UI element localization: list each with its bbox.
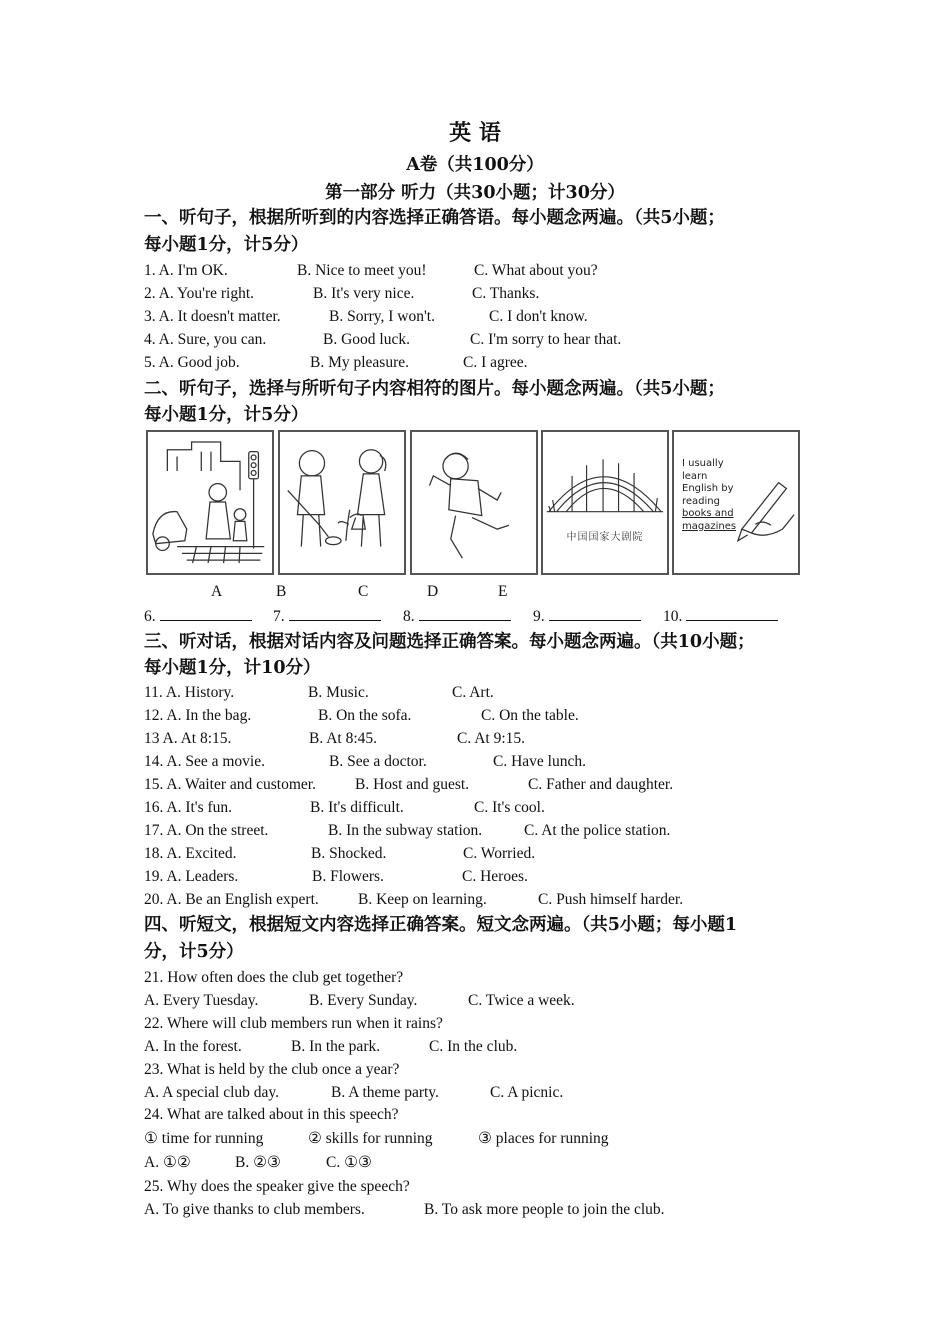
- q22-option-c: C. In the club.: [429, 1038, 518, 1055]
- section3-heading-cont: 每小题1分，计10分）: [144, 658, 321, 678]
- q23-option-b: B. A theme party.: [331, 1084, 439, 1101]
- q23-question: 23. What is held by the club once a year?: [144, 1061, 400, 1078]
- note-line-1: I usually: [682, 458, 724, 469]
- blank-line[interactable]: [549, 606, 641, 621]
- running-boy-picture: [410, 430, 538, 575]
- q12-option-c: C. On the table.: [481, 707, 579, 724]
- q4-option-b: B. Good luck.: [323, 331, 410, 348]
- q2-option-c: C. Thanks.: [472, 285, 540, 302]
- q14-option-b: B. See a doctor.: [329, 753, 427, 770]
- q13-option-c: C. At 9:15.: [457, 730, 526, 747]
- paper-subtitle: A卷（共100分）: [406, 155, 544, 175]
- q14-option-c: C. Have lunch.: [493, 753, 586, 770]
- part-heading: 第一部分 听力（共30小题；计30分）: [325, 183, 625, 203]
- q19-option-b: B. Flowers.: [312, 868, 384, 885]
- q3-option-c: C. I don't know.: [489, 308, 588, 325]
- q25-option-b: B. To ask more people to join the club.: [424, 1201, 665, 1218]
- q13-option-b: B. At 8:45.: [309, 730, 378, 747]
- q22-question: 22. Where will club members run when it rains?: [144, 1015, 443, 1032]
- q18-option-a: 18. A. Excited.: [144, 845, 237, 862]
- picture-label-d: D: [427, 583, 439, 600]
- q18-option-c: C. Worried.: [463, 845, 536, 862]
- q1-option-a: 1. A. I'm OK.: [144, 262, 228, 279]
- picture-label-a: A: [211, 583, 223, 600]
- q24-choice-1: ① time for running: [144, 1130, 264, 1147]
- q4-option-a: 4. A. Sure, you can.: [144, 331, 267, 348]
- theatre-caption: 中国国家大剧院: [566, 532, 644, 543]
- answer-blank-6[interactable]: [144, 606, 252, 627]
- blank-number: 10.: [663, 608, 683, 625]
- section1-heading: 一、听句子，根据所听到的内容选择正确答语。每小题念两遍。（共5小题；: [144, 208, 725, 228]
- q23-option-c: C. A picnic.: [490, 1084, 564, 1101]
- blank-number: 9.: [533, 608, 545, 625]
- q21-option-a: A. Every Tuesday.: [144, 992, 259, 1009]
- blank-line[interactable]: [419, 606, 511, 621]
- planting-tree-picture: [278, 430, 406, 575]
- q17-option-a: 17. A. On the street.: [144, 822, 269, 839]
- note-line-6: magazines: [682, 520, 737, 532]
- q1-option-b: B. Nice to meet you!: [297, 262, 427, 279]
- q17-option-b: B. In the subway station.: [328, 822, 483, 839]
- section3-heading: 三、听对话，根据对话内容及问题选择正确答案。每小题念两遍。（共10小题；: [144, 632, 755, 652]
- q24-option-b: B. ②③: [235, 1154, 281, 1171]
- blank-line[interactable]: [686, 606, 778, 621]
- q5-option-b: B. My pleasure.: [310, 354, 410, 371]
- note-line-3: English by: [682, 483, 734, 494]
- q17-option-c: C. At the police station.: [524, 822, 671, 839]
- q5-option-c: C. I agree.: [463, 354, 528, 371]
- q2-option-a: 2. A. You're right.: [144, 285, 255, 302]
- q22-option-b: B. In the park.: [291, 1038, 381, 1055]
- picture-label-e: E: [498, 583, 508, 600]
- q3-option-b: B. Sorry, I won't.: [329, 308, 435, 325]
- q20-option-c: C. Push himself harder.: [538, 891, 684, 908]
- section2-heading-cont: 每小题1分，计5分）: [144, 405, 309, 425]
- section4-heading-cont: 分，计5分）: [144, 942, 244, 962]
- blank-number: 7.: [273, 608, 285, 625]
- q21-option-c: C. Twice a week.: [468, 992, 575, 1009]
- q21-question: 21. How often does the club get together?: [144, 969, 404, 986]
- q2-option-b: B. It's very nice.: [313, 285, 415, 302]
- blank-line[interactable]: [289, 606, 381, 621]
- q24-choice-3: ③ places for running: [478, 1130, 609, 1147]
- note-line-2: learn: [682, 470, 708, 482]
- q11-option-c: C. Art.: [452, 684, 494, 701]
- q18-option-b: B. Shocked.: [311, 845, 387, 862]
- section2-heading: 二、听句子，选择与所听句子内容相符的图片。每小题念两遍。（共5小题；: [144, 379, 725, 399]
- q14-option-a: 14. A. See a movie.: [144, 753, 265, 770]
- q21-option-b: B. Every Sunday.: [309, 992, 418, 1009]
- q1-option-c: C. What about you?: [474, 262, 598, 279]
- q15-option-a: 15. A. Waiter and customer.: [144, 776, 316, 793]
- blank-number: 6.: [144, 608, 156, 625]
- q25-option-a: A. To give thanks to club members.: [144, 1201, 365, 1218]
- q16-option-a: 16. A. It's fun.: [144, 799, 233, 816]
- q12-option-a: 12. A. In the bag.: [144, 707, 252, 724]
- q13-option-a: 13 A. At 8:15.: [144, 730, 232, 747]
- q20-option-b: B. Keep on learning.: [358, 891, 487, 908]
- q24-option-c: C. ①③: [326, 1154, 372, 1171]
- q5-option-a: 5. A. Good job.: [144, 354, 240, 371]
- q11-option-a: 11. A. History.: [144, 684, 235, 701]
- q20-option-a: 20. A. Be an English expert.: [144, 891, 319, 908]
- page-title: 英 语: [449, 120, 501, 146]
- section4-heading: 四、听短文，根据短文内容选择正确答案。短文念两遍。（共5小题；每小题1: [144, 915, 738, 935]
- q19-option-a: 19. A. Leaders.: [144, 868, 239, 885]
- q19-option-c: C. Heroes.: [462, 868, 528, 885]
- q15-option-b: B. Host and guest.: [355, 776, 470, 793]
- q4-option-c: C. I'm sorry to hear that.: [470, 331, 622, 348]
- q15-option-c: C. Father and daughter.: [528, 776, 674, 793]
- answer-blank-9[interactable]: [533, 606, 641, 627]
- picture-label-c: C: [358, 583, 369, 600]
- q11-option-b: B. Music.: [308, 684, 369, 701]
- q24-question: 24. What are talked about in this speech?: [144, 1106, 399, 1123]
- national-theatre-picture: [541, 430, 669, 575]
- q24-option-a: A. ①②: [144, 1154, 191, 1171]
- q3-option-a: 3. A. It doesn't matter.: [144, 308, 281, 325]
- picture-label-b: B: [276, 583, 287, 600]
- q16-option-b: B. It's difficult.: [310, 799, 404, 816]
- q24-choice-2: ② skills for running: [308, 1130, 433, 1147]
- answer-blank-7[interactable]: [273, 606, 381, 627]
- writing-hand-picture: [672, 430, 800, 575]
- section1-heading-cont: 每小题1分，计5分）: [144, 235, 309, 255]
- blank-number: 8.: [403, 608, 415, 625]
- note-line-4: reading: [682, 495, 720, 507]
- q22-option-a: A. In the forest.: [144, 1038, 242, 1055]
- answer-blank-10[interactable]: [663, 606, 778, 627]
- blank-line[interactable]: [160, 606, 252, 621]
- answer-blank-8[interactable]: [403, 606, 511, 627]
- q12-option-b: B. On the sofa.: [318, 707, 412, 724]
- street-crossing-picture: [146, 430, 274, 575]
- q16-option-c: C. It's cool.: [474, 799, 545, 816]
- q23-option-a: A. A special club day.: [144, 1084, 280, 1101]
- note-line-5: books and: [682, 508, 734, 519]
- q25-question: 25. Why does the speaker give the speech?: [144, 1178, 410, 1195]
